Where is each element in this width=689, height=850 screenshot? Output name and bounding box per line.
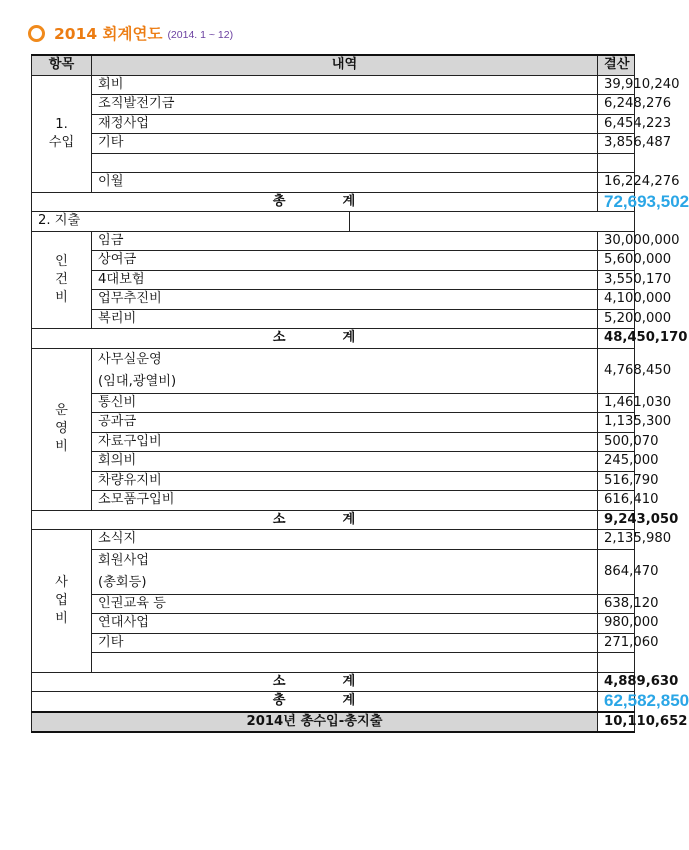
table-row bbox=[32, 348, 635, 393]
income-amount: 16,224,276 bbox=[598, 173, 635, 193]
expense-total-row bbox=[32, 692, 635, 712]
table-row bbox=[32, 290, 635, 310]
income-item: 재정사업 bbox=[92, 114, 598, 134]
subtotal-label-part: 소 bbox=[272, 673, 287, 689]
net-result-label: 2014년 총수입-총지출 bbox=[32, 712, 598, 733]
operation-subtotal-value: 9,243,050 bbox=[598, 510, 635, 530]
income-item: 이월 bbox=[92, 173, 598, 193]
business-amount: 864,470 bbox=[598, 549, 635, 594]
personnel-item: 상여금 bbox=[92, 251, 598, 271]
income-amount: 6,248,276 bbox=[598, 95, 635, 115]
table-row bbox=[32, 270, 635, 290]
table-row bbox=[32, 614, 635, 634]
operation-item-office bbox=[92, 348, 598, 393]
section-spacer bbox=[350, 212, 635, 232]
operation-item: 통신비 bbox=[92, 393, 598, 413]
total-label-part: 계 bbox=[342, 193, 357, 209]
table-row bbox=[32, 413, 635, 433]
business-subtotal-label bbox=[32, 672, 598, 692]
operation-subtotal-row bbox=[32, 510, 635, 530]
business-subtotal-value: 4,889,630 bbox=[598, 672, 635, 692]
operation-amount: 4,768,450 bbox=[598, 348, 635, 393]
operation-item: 자료구입비 bbox=[92, 432, 598, 452]
income-amount: 3,856,487 bbox=[598, 134, 635, 154]
operation-amount: 1,135,300 bbox=[598, 413, 635, 433]
table-row bbox=[32, 452, 635, 472]
personnel-item: 복리비 bbox=[92, 309, 598, 329]
personnel-amount: 5,200,000 bbox=[598, 309, 635, 329]
subtotal-label-part: 계 bbox=[342, 511, 357, 527]
subtotal-label-part: 계 bbox=[342, 673, 357, 689]
table-row bbox=[32, 530, 635, 550]
personnel-item: 업무추진비 bbox=[92, 290, 598, 310]
business-item: 연대사업 bbox=[92, 614, 598, 634]
table-row bbox=[32, 393, 635, 413]
subtotal-label-part: 소 bbox=[272, 511, 287, 527]
personnel-amount: 30,000,000 bbox=[598, 231, 635, 251]
business-amount: 2,135,980 bbox=[598, 530, 635, 550]
business-item bbox=[92, 653, 598, 673]
business-subtotal-row bbox=[32, 672, 635, 692]
net-result-row bbox=[32, 712, 635, 733]
table-row bbox=[32, 134, 635, 154]
income-item: 회비 bbox=[92, 75, 598, 95]
operation-amount: 516,790 bbox=[598, 471, 635, 491]
header-amount: 결산 bbox=[598, 55, 635, 75]
header-detail: 내역 bbox=[92, 55, 598, 75]
table-row bbox=[32, 231, 635, 251]
income-item: 조직발전기금 bbox=[92, 95, 598, 115]
table-row bbox=[32, 471, 635, 491]
circle-bullet-icon bbox=[28, 25, 45, 42]
total-label-part: 총 bbox=[272, 193, 287, 209]
income-label-text: 수입 bbox=[48, 134, 75, 150]
business-item: 인권교육 등 bbox=[92, 594, 598, 614]
settlement-table bbox=[31, 54, 689, 733]
business-amount: 638,120 bbox=[598, 594, 635, 614]
table-row bbox=[32, 491, 635, 511]
table-row bbox=[32, 153, 635, 173]
header-category: 항목 bbox=[32, 55, 92, 75]
table-row bbox=[32, 309, 635, 329]
income-amount: 39,910,240 bbox=[598, 75, 635, 95]
table-row bbox=[32, 633, 635, 653]
total-label-part: 계 bbox=[342, 693, 357, 709]
personnel-amount: 4,100,000 bbox=[598, 290, 635, 310]
operation-label-char: 비 bbox=[55, 439, 68, 454]
operation-item: 차량유지비 bbox=[92, 471, 598, 491]
office-item-line2: (임대,광열비) bbox=[98, 373, 177, 389]
operation-item: 공과금 bbox=[92, 413, 598, 433]
report-title: 2014 회계연도 bbox=[54, 25, 163, 43]
operation-label-char: 운 bbox=[55, 403, 68, 418]
business-amount: 980,000 bbox=[598, 614, 635, 634]
total-label-part: 총 bbox=[272, 693, 287, 709]
operation-subtotal-label bbox=[32, 510, 598, 530]
operation-item: 회의비 bbox=[92, 452, 598, 472]
table-row bbox=[32, 251, 635, 271]
income-total-value: 72,693,502 bbox=[598, 192, 635, 212]
income-label-number: 1. bbox=[55, 116, 68, 132]
personnel-label-char: 건 bbox=[55, 271, 68, 287]
business-amount bbox=[598, 653, 635, 673]
operation-item: 소모품구입비 bbox=[92, 491, 598, 511]
income-item bbox=[92, 153, 598, 173]
business-item: 기타 bbox=[92, 633, 598, 653]
operation-amount: 245,000 bbox=[598, 452, 635, 472]
members-item-line1: 회원사업 bbox=[98, 552, 149, 568]
operation-label-char: 영 bbox=[55, 421, 68, 436]
personnel-subtotal-label bbox=[32, 329, 598, 349]
table-row bbox=[32, 75, 635, 95]
income-total-label bbox=[32, 192, 598, 212]
business-item-members bbox=[92, 549, 598, 594]
personnel-item: 4대보험 bbox=[92, 270, 598, 290]
office-item-line1: 사무실운영 bbox=[98, 351, 162, 367]
report-period: (2014. 1 ~ 12) bbox=[167, 28, 234, 41]
personnel-subtotal-value: 48,450,170 bbox=[598, 329, 635, 349]
expense-section-title: 2. 지출 bbox=[32, 212, 350, 232]
income-amount: 6,454,223 bbox=[598, 114, 635, 134]
operation-amount: 1,461,030 bbox=[598, 393, 635, 413]
income-amount bbox=[598, 153, 635, 173]
personnel-amount: 5,600,000 bbox=[598, 251, 635, 271]
report-heading bbox=[28, 22, 233, 44]
income-item: 기타 bbox=[92, 134, 598, 154]
expense-total-label bbox=[32, 692, 598, 712]
table-row bbox=[32, 114, 635, 134]
table-row bbox=[32, 594, 635, 614]
table-row bbox=[32, 432, 635, 452]
expense-total-value: 62,582,850 bbox=[598, 692, 635, 712]
members-item-line2: (총회등) bbox=[98, 574, 147, 590]
table-header-row bbox=[32, 55, 635, 75]
personnel-subtotal-row bbox=[32, 329, 635, 349]
expense-section-row bbox=[32, 212, 635, 232]
net-result-value: 10,110,652 bbox=[598, 712, 635, 733]
personnel-item: 임금 bbox=[92, 231, 598, 251]
personnel-category bbox=[32, 231, 92, 329]
business-category bbox=[32, 530, 92, 673]
subtotal-label-part: 소 bbox=[272, 330, 287, 346]
operation-amount: 500,070 bbox=[598, 432, 635, 452]
personnel-amount: 3,550,170 bbox=[598, 270, 635, 290]
table-row bbox=[32, 549, 635, 594]
income-category bbox=[32, 75, 92, 192]
table-row bbox=[32, 173, 635, 193]
income-total-row bbox=[32, 192, 635, 212]
table-row bbox=[32, 653, 635, 673]
subtotal-label-part: 계 bbox=[342, 330, 357, 346]
business-item: 소식지 bbox=[92, 530, 598, 550]
personnel-label-char: 비 bbox=[55, 289, 68, 305]
business-label-char: 업 bbox=[55, 592, 68, 608]
operation-category bbox=[32, 348, 92, 510]
business-amount: 271,060 bbox=[598, 633, 635, 653]
table-row bbox=[32, 95, 635, 115]
business-label-char: 비 bbox=[55, 610, 68, 626]
personnel-label-char: 인 bbox=[55, 253, 68, 269]
operation-amount: 616,410 bbox=[598, 491, 635, 511]
business-label-char: 사 bbox=[55, 574, 68, 590]
